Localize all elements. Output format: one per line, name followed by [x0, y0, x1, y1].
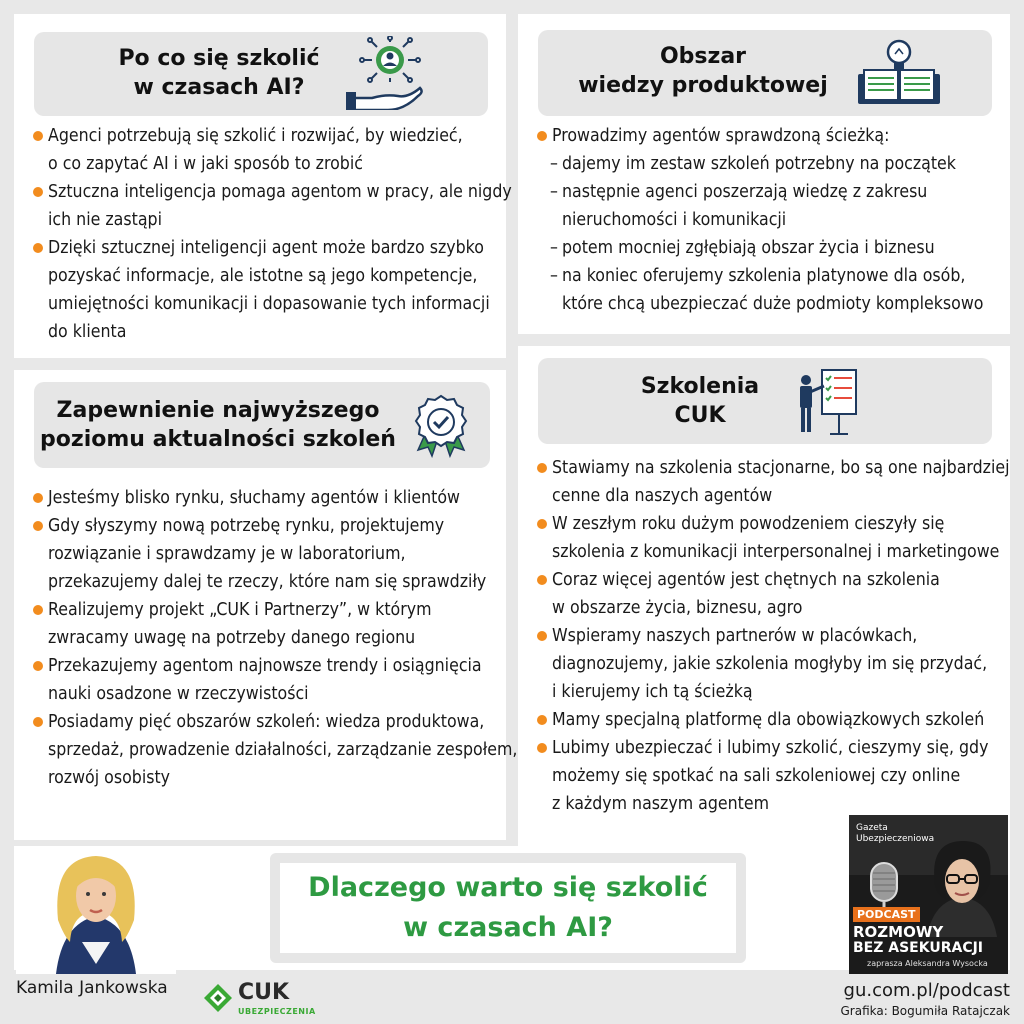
bullet-item: [32, 234, 502, 346]
step-item: [536, 234, 1006, 262]
step-item: [536, 178, 1006, 234]
section-product-header: [538, 30, 992, 116]
bullet-line: do klienta: [48, 322, 127, 342]
podcast-cover[interactable]: [849, 815, 1008, 974]
graphics-credit: Grafika: Bogumiła Ratajczak: [840, 1004, 1010, 1018]
bullet-line: nauki osadzone w rzeczywistości: [48, 684, 309, 704]
bullet-line: Mamy specjalną platformę dla obowiązkowych szkoleń: [552, 710, 985, 730]
bullet-line: Dzięki sztucznej inteligencji agent może bardzo szybko: [48, 238, 484, 258]
bullet-line: ich nie zastąpi: [48, 210, 162, 230]
section-product-card: [518, 14, 1010, 334]
section-quality-bullets: [32, 484, 518, 792]
speaker-portrait: [16, 850, 176, 974]
section-cuk-bullets: [536, 454, 1010, 818]
bullet-line: z każdym naszym agentem: [552, 794, 770, 814]
bullet-item: [536, 622, 1006, 706]
bullet-line: następnie agenci poszerzają wiedzę z zakresu: [562, 182, 928, 202]
bullet-line: pozyskać informacje, ale istotne są jego kompetencje,: [48, 266, 478, 286]
bullet-line: w obszarze życia, biznesu, agro: [552, 598, 803, 618]
bullet-item: [536, 454, 1010, 510]
bullet-line: rozwój osobisty: [48, 768, 171, 788]
bullet-line: Posiadamy pięć obszarów szkoleń: wiedza produktowa,: [48, 712, 485, 732]
bullet-line: przekazujemy dalej te rzeczy, które nam się sprawdziły: [48, 572, 487, 592]
dash-marker: –: [550, 182, 558, 202]
cuk-logo: [202, 980, 316, 1020]
bullet-line: potem mocniej zgłębiają obszar życia i biznesu: [562, 238, 935, 258]
bullet-line: na koniec oferujemy szkolenia platynowe dla osób,: [562, 266, 966, 286]
bullet-line: Gdy słyszymy nową potrzebę rynku, projektujemy: [48, 516, 445, 536]
bullet-line: Coraz więcej agentów jest chętnych na szkolenia: [552, 570, 940, 590]
bullet-item: [536, 510, 1006, 566]
bullet-line: Wspieramy naszych partnerów w placówkach,: [552, 626, 918, 646]
bullet-item: [536, 734, 1006, 818]
section-ai-title: Po co się szkolić w czasach AI?: [118, 46, 320, 100]
podcast-brand-line2: Ubezpieczeniowa: [856, 834, 935, 844]
section-cuk-card: [518, 346, 1010, 846]
bullet-line: W zeszłym roku dużym powodzeniem cieszyły się: [552, 514, 945, 534]
section-quality-header: [34, 382, 490, 468]
section-cuk-header: [538, 358, 992, 444]
presenter-board-icon: [794, 366, 864, 438]
step-item: [536, 150, 1006, 178]
dash-marker: –: [550, 266, 558, 286]
bullet-line: sprzedaż, prowadzenie działalności, zarządzanie zespołem,: [48, 740, 518, 760]
bullet-line: szkolenia z komunikacji interpersonalnej i marketingowe: [552, 542, 1000, 562]
cuk-logo-sub: UBEZPIECZENIA: [238, 1007, 316, 1016]
bullet-line: Sztuczna inteligencja pomaga agentom w pracy, ale nigdy: [48, 182, 512, 202]
podcast-tag: PODCAST: [853, 907, 920, 922]
dash-marker: –: [550, 154, 558, 174]
bullet-line: diagnozujemy, jakie szkolenia mogłyby im się przydać,: [552, 654, 988, 674]
speaker-name: Kamila Jankowska: [16, 978, 168, 998]
bullet-line: umiejętności komunikacji i dopasowanie tych informacji: [48, 294, 490, 314]
bullet-item: [32, 484, 502, 512]
section-ai-bullets: [32, 122, 512, 346]
podcast-brand-line1: Gazeta: [856, 823, 888, 833]
section-ai-header: [34, 32, 488, 116]
podcast-host: zaprasza Aleksandra Wysocka: [867, 959, 988, 968]
bullet-line: które chcą ubezpieczać duże podmioty kompleksowo: [562, 294, 984, 314]
section-product-bullets: [536, 122, 1006, 318]
section-quality-card: [14, 370, 518, 840]
bullet-line: Stawiamy na szkolenia stacjonarne, bo są one najbardziej: [552, 458, 1010, 478]
bullet-line: Jesteśmy blisko rynku, słuchamy agentów i klientów: [48, 488, 461, 508]
book-lightbulb-icon: [854, 36, 944, 110]
bullet-item: [536, 566, 1006, 622]
podcast-title-line2: BEZ ASEKURACJI: [853, 940, 984, 956]
podcast-url[interactable]: gu.com.pl/podcast: [843, 980, 1010, 1001]
quality-badge-icon: [408, 392, 474, 458]
bullet-line: dajemy im zestaw szkoleń potrzebny na początek: [562, 154, 956, 174]
bullet-item: [32, 652, 502, 708]
host-portrait: [919, 837, 1005, 937]
step-item: [536, 262, 1006, 318]
bullet-line: o co zapytać AI i w jaki sposób to zrobić: [48, 154, 363, 174]
bullet-line: nieruchomości i komunikacji: [562, 210, 787, 230]
bullet-item: [32, 708, 518, 792]
section-ai-card: [14, 14, 512, 358]
bullet-line: rozwiązanie i sprawdzamy je w laboratorium,: [48, 544, 406, 564]
bullet-line: zwracamy uwagę na potrzeby danego regionu: [48, 628, 416, 648]
bullet-line: Przekazujemy agentom najnowsze trendy i osiągnięcia: [48, 656, 482, 676]
bullet-item: [32, 596, 502, 652]
bullet-line: Lubimy ubezpieczać i lubimy szkolić, cieszymy się, gdy: [552, 738, 989, 758]
ai-hand-gear-icon: [340, 36, 430, 110]
bullet-line: cenne dla naszych agentów: [552, 486, 773, 506]
bullet-item: [536, 122, 1006, 150]
bullet-item: [32, 178, 512, 234]
section-cuk-title: Szkolenia CUK: [640, 374, 760, 428]
bullet-item: [32, 512, 502, 596]
section-product-title: Obszar wiedzy produktowej: [578, 44, 828, 98]
bullet-item: [32, 122, 502, 178]
podcast-title-line1: ROZMOWY: [853, 923, 944, 941]
bullet-line: Prowadzimy agentów sprawdzoną ścieżką:: [552, 126, 890, 146]
bullet-line: i kierujemy ich tą ścieżką: [552, 682, 753, 702]
bullet-line: Agenci potrzebują się szkolić i rozwijać, by wiedzieć,: [48, 126, 463, 146]
bullet-line: Realizujemy projekt „CUK i Partnerzy”, w którym: [48, 600, 432, 620]
cta-box: [270, 853, 746, 963]
section-quality-title: Zapewnienie najwyższego poziomu aktualności szkoleń: [40, 398, 396, 452]
dash-marker: –: [550, 238, 558, 258]
cuk-logo-name: CUK: [238, 980, 290, 1005]
bullet-item: [536, 706, 1006, 734]
cuk-logo-mark-icon: [202, 982, 234, 1014]
cta-title: Dlaczego warto się szkolić w czasach AI?: [280, 863, 736, 953]
bullet-line: możemy się spotkać na sali szkoleniowej czy online: [552, 766, 961, 786]
